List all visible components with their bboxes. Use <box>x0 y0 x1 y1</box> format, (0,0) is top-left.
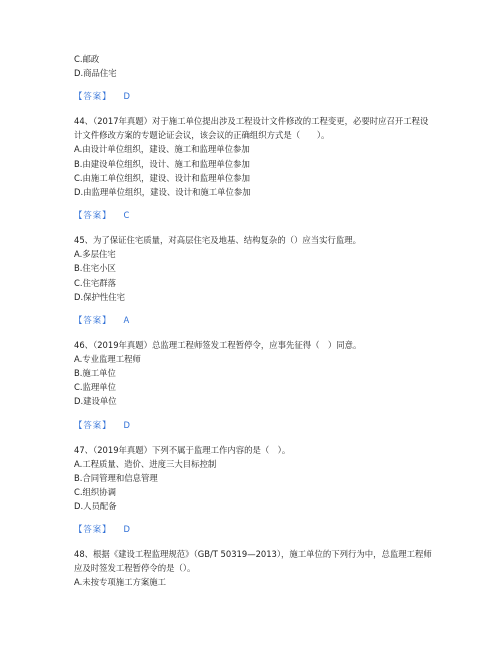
option-b: B.住宅小区 <box>74 263 116 274</box>
answer-line <box>74 208 434 222</box>
option-a: A.工程质量、造价、进度三大目标控制 <box>74 458 217 469</box>
question-stem: 48、根据《建设工程监理规范》（GB/T 50319—2013），施工单位的下列行为中，总监理工程师应及时签发工程暂停令的是（）。 <box>74 549 432 574</box>
answer-value: D <box>123 419 130 430</box>
question-48 <box>74 547 434 589</box>
answer-line <box>74 313 434 327</box>
answer-value: A <box>123 314 130 325</box>
option-d: D.建设单位 <box>74 396 117 407</box>
answer-line <box>74 418 434 432</box>
option-d: D.保护性住宅 <box>74 291 125 302</box>
option-b: B.合同管理和信息管理 <box>74 472 158 483</box>
answer-line <box>74 89 434 103</box>
option-a: A.未按专项施工方案施工 <box>74 577 166 588</box>
option-c: C.监理单位 <box>74 382 117 393</box>
option-c: C.由施工单位组织，建设、设计和监理单位参加 <box>74 172 251 183</box>
answer-label: 【答案】 <box>74 419 112 430</box>
answer-value: C <box>123 210 130 221</box>
question-stem: 46、（2019年真题）总监理工程师签发工程暂停令，应事先征得（ ）同意。 <box>74 339 362 350</box>
option-b: B.施工单位 <box>74 368 116 379</box>
option-d: D.商品住宅 <box>74 68 117 79</box>
option-d: D.人员配备 <box>74 501 117 512</box>
document-page <box>74 52 434 590</box>
question-stem: 45、为了保证住宅质量，对高层住宅及地基、结构复杂的（）应当实行监理。 <box>74 235 362 246</box>
question-47 <box>74 443 434 537</box>
option-a: A.由设计单位组织，建设、施工和监理单位参加 <box>74 144 250 155</box>
answer-label: 【答案】 <box>74 314 112 325</box>
answer-line <box>74 522 434 536</box>
option-d: D.由监理单位组织，建设、设计和施工单位参加 <box>74 186 251 197</box>
answer-value: D <box>123 524 130 535</box>
question-46 <box>74 338 434 432</box>
answer-value: D <box>123 91 130 102</box>
question-43-tail <box>74 52 434 103</box>
question-stem: 44、（2017年真题）对于施工单位提出涉及工程设计文件修改的工程变更，必要时应召开工程设计文件修改方案的专题论证会议，该会议的正确组织方式是（ ）。 <box>74 116 429 141</box>
answer-label: 【答案】 <box>74 524 112 535</box>
answer-label: 【答案】 <box>74 210 112 221</box>
answer-label: 【答案】 <box>74 91 112 102</box>
question-44 <box>74 114 434 222</box>
option-c: C.住宅群落 <box>74 277 117 288</box>
option-a: A.多层住宅 <box>74 249 116 260</box>
question-45 <box>74 233 434 327</box>
option-b: B.由建设单位组织，设计、施工和监理单位参加 <box>74 158 250 169</box>
option-a: A.专业监理工程师 <box>74 353 141 364</box>
question-stem: 47、（2019年真题）下列不属于监理工作内容的是（ ）。 <box>74 444 291 455</box>
option-c: C.组织协调 <box>74 487 117 497</box>
option-c: C.邮政 <box>74 54 100 64</box>
